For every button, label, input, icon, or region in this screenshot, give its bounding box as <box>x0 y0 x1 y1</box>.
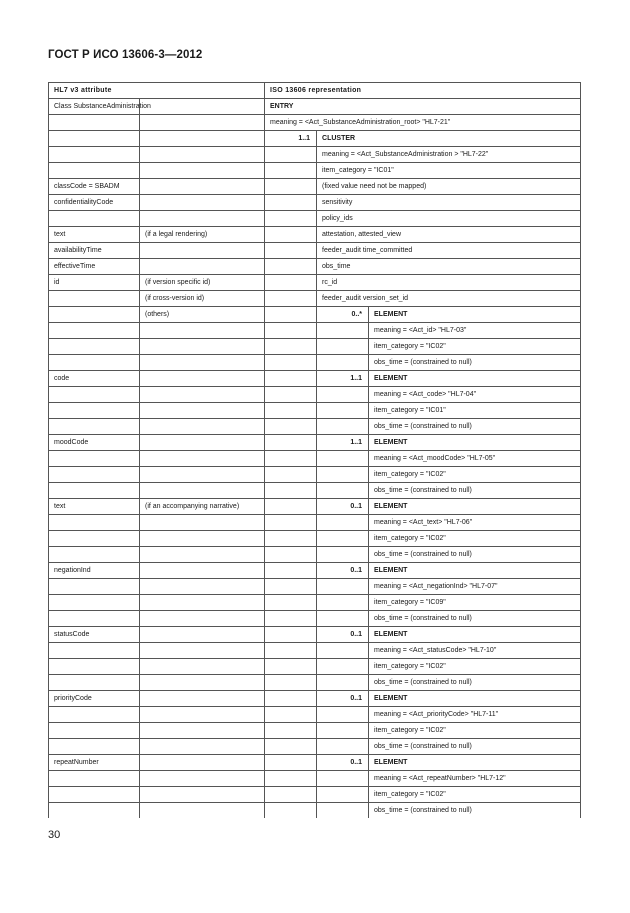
indent-cell <box>265 307 317 323</box>
hl7-qualifier-cell <box>140 387 265 403</box>
iso-representation-cell: attestation, attested_view <box>317 227 581 243</box>
indent-cell <box>265 275 317 291</box>
table-row <box>49 307 581 323</box>
hl7-qualifier-cell <box>140 211 265 227</box>
hl7-qualifier-cell <box>140 643 265 659</box>
iso-representation-cell: sensitivity <box>317 195 581 211</box>
indent-cell <box>265 419 317 435</box>
hl7-qualifier-cell: (others) <box>140 307 265 323</box>
iso-representation-cell: item_category = "IC09" <box>369 595 581 611</box>
indent-cell <box>265 339 317 355</box>
hl7-attribute-cell: classCode = SBADM <box>49 179 140 195</box>
table-row <box>49 387 581 403</box>
hl7-attribute-cell <box>49 307 140 323</box>
iso-class-cell: ELEMENT <box>369 563 581 579</box>
hl7-qualifier-cell <box>140 99 265 115</box>
table-row <box>49 451 581 467</box>
indent-cell <box>317 707 369 723</box>
cardinality-cell: 0..1 <box>317 755 369 771</box>
indent-cell <box>265 371 317 387</box>
hl7-qualifier-cell <box>140 723 265 739</box>
indent-cell <box>265 403 317 419</box>
indent-cell <box>265 787 317 803</box>
hl7-qualifier-cell <box>140 707 265 723</box>
table-row <box>49 547 581 563</box>
table-row <box>49 787 581 803</box>
iso-representation-cell: item_category = "IC02" <box>369 723 581 739</box>
hl7-attribute-cell <box>49 291 140 307</box>
hl7-attribute-cell <box>49 483 140 499</box>
table-row <box>49 371 581 387</box>
table-row <box>49 211 581 227</box>
table-row <box>49 291 581 307</box>
indent-cell <box>317 467 369 483</box>
hl7-attribute-cell <box>49 707 140 723</box>
hl7-qualifier-cell <box>140 579 265 595</box>
table-row <box>49 115 581 131</box>
iso-representation-cell: meaning = <Act_statusCode> "HL7-10" <box>369 643 581 659</box>
indent-cell <box>265 675 317 691</box>
hl7-qualifier-cell <box>140 563 265 579</box>
hl7-qualifier-cell <box>140 323 265 339</box>
hl7-attribute-cell <box>49 339 140 355</box>
table-row <box>49 627 581 643</box>
hl7-qualifier-cell <box>140 131 265 147</box>
hl7-attribute-cell <box>49 611 140 627</box>
hl7-qualifier-cell <box>140 259 265 275</box>
table-row <box>49 595 581 611</box>
hl7-attribute-cell <box>49 163 140 179</box>
table-row <box>49 611 581 627</box>
hl7-qualifier-cell <box>140 355 265 371</box>
hl7-attribute-cell <box>49 355 140 371</box>
indent-cell <box>265 355 317 371</box>
hl7-attribute-cell: repeatNumber <box>49 755 140 771</box>
column-header-iso-representation: ISO 13606 representation <box>265 83 581 99</box>
cardinality-cell: 0..1 <box>317 499 369 515</box>
hl7-qualifier-cell <box>140 691 265 707</box>
table-row <box>49 403 581 419</box>
iso-class-cell: ELEMENT <box>369 691 581 707</box>
indent-cell <box>265 451 317 467</box>
hl7-attribute-cell: availabilityTime <box>49 243 140 259</box>
hl7-attribute-cell <box>49 579 140 595</box>
hl7-attribute-cell: negationInd <box>49 563 140 579</box>
iso-representation-cell: item_category = "IC01" <box>317 163 581 179</box>
hl7-qualifier-cell <box>140 339 265 355</box>
hl7-attribute-cell <box>49 739 140 755</box>
iso-representation-cell: obs_time = (constrained to null) <box>369 803 581 819</box>
hl7-attribute-cell: confidentialityCode <box>49 195 140 211</box>
indent-cell <box>265 611 317 627</box>
hl7-attribute-cell <box>49 771 140 787</box>
table-row <box>49 323 581 339</box>
hl7-qualifier-cell: (if cross-version id) <box>140 291 265 307</box>
indent-cell <box>317 547 369 563</box>
indent-cell <box>317 387 369 403</box>
hl7-attribute-cell <box>49 115 140 131</box>
iso-representation-cell: feeder_audit version_set_id <box>317 291 581 307</box>
indent-cell <box>317 723 369 739</box>
indent-cell <box>317 803 369 819</box>
indent-cell <box>317 675 369 691</box>
cardinality-cell: 1..1 <box>317 371 369 387</box>
hl7-qualifier-cell <box>140 147 265 163</box>
table-row <box>49 659 581 675</box>
indent-cell <box>317 483 369 499</box>
table-row <box>49 803 581 819</box>
table-row <box>49 563 581 579</box>
hl7-qualifier-cell <box>140 115 265 131</box>
table-row <box>49 707 581 723</box>
iso-class-cell: ELEMENT <box>369 499 581 515</box>
table-row <box>49 259 581 275</box>
iso-representation-cell: obs_time <box>317 259 581 275</box>
hl7-qualifier-cell <box>140 451 265 467</box>
hl7-attribute-cell <box>49 675 140 691</box>
iso-representation-cell: item_category = "IC02" <box>369 339 581 355</box>
hl7-attribute-cell <box>49 467 140 483</box>
iso-representation-cell: meaning = <Act_repeatNumber> "HL7-12" <box>369 771 581 787</box>
table-row <box>49 643 581 659</box>
indent-cell <box>265 579 317 595</box>
cardinality-cell: 0..1 <box>317 627 369 643</box>
hl7-qualifier-cell <box>140 403 265 419</box>
hl7-qualifier-cell <box>140 531 265 547</box>
hl7-qualifier-cell <box>140 515 265 531</box>
indent-cell <box>317 403 369 419</box>
indent-cell <box>317 339 369 355</box>
iso-representation-cell: obs_time = (constrained to null) <box>369 675 581 691</box>
iso-representation-cell: rc_id <box>317 275 581 291</box>
iso-representation-cell: obs_time = (constrained to null) <box>369 547 581 563</box>
table-row <box>49 131 581 147</box>
iso-class-cell: ELEMENT <box>369 371 581 387</box>
indent-cell <box>265 163 317 179</box>
hl7-attribute-cell <box>49 403 140 419</box>
hl7-attribute-cell: code <box>49 371 140 387</box>
indent-cell <box>265 723 317 739</box>
hl7-attribute-cell <box>49 531 140 547</box>
hl7-qualifier-cell <box>140 595 265 611</box>
hl7-attribute-cell: text <box>49 499 140 515</box>
indent-cell <box>317 643 369 659</box>
hl7-qualifier-cell <box>140 675 265 691</box>
hl7-qualifier-cell <box>140 371 265 387</box>
indent-cell <box>265 563 317 579</box>
indent-cell <box>265 531 317 547</box>
table-row <box>49 579 581 595</box>
indent-cell <box>317 611 369 627</box>
indent-cell <box>265 755 317 771</box>
indent-cell <box>317 579 369 595</box>
indent-cell <box>317 771 369 787</box>
iso-class-cell: ELEMENT <box>369 435 581 451</box>
iso-representation-cell: meaning = <Act_moodCode> "HL7-05" <box>369 451 581 467</box>
table-row <box>49 483 581 499</box>
hl7-attribute-cell <box>49 515 140 531</box>
iso-representation-cell: meaning = <Act_text> "HL7-06" <box>369 515 581 531</box>
iso-representation-cell: obs_time = (constrained to null) <box>369 355 581 371</box>
hl7-attribute-cell: priorityCode <box>49 691 140 707</box>
hl7-qualifier-cell <box>140 547 265 563</box>
indent-cell <box>265 467 317 483</box>
hl7-qualifier-cell <box>140 755 265 771</box>
table-row <box>49 99 581 115</box>
indent-cell <box>317 531 369 547</box>
indent-cell <box>265 691 317 707</box>
hl7-attribute-cell: text <box>49 227 140 243</box>
indent-cell <box>265 147 317 163</box>
indent-cell <box>317 595 369 611</box>
cardinality-cell: 0..* <box>317 307 369 323</box>
indent-cell <box>317 323 369 339</box>
hl7-attribute-cell: Class SubstanceAdministration <box>49 99 140 115</box>
iso-representation-cell: (fixed value need not be mapped) <box>317 179 581 195</box>
hl7-qualifier-cell <box>140 803 265 819</box>
iso-representation-cell: meaning = <Act_SubstanceAdministration > "HL7-22" <box>317 147 581 163</box>
indent-cell <box>265 595 317 611</box>
iso-representation-cell: obs_time = (constrained to null) <box>369 611 581 627</box>
iso-class-cell: ELEMENT <box>369 627 581 643</box>
indent-cell <box>317 451 369 467</box>
hl7-qualifier-cell <box>140 659 265 675</box>
hl7-qualifier-cell <box>140 771 265 787</box>
iso-representation-cell: meaning = <Act_id> "HL7-03" <box>369 323 581 339</box>
iso-representation-cell: obs_time = (constrained to null) <box>369 419 581 435</box>
hl7-qualifier-cell <box>140 739 265 755</box>
hl7-qualifier-cell <box>140 627 265 643</box>
hl7-qualifier-cell <box>140 435 265 451</box>
iso-class-cell: ELEMENT <box>369 755 581 771</box>
table-row <box>49 531 581 547</box>
indent-cell <box>265 771 317 787</box>
indent-cell <box>317 739 369 755</box>
hl7-attribute-cell <box>49 643 140 659</box>
hl7-attribute-cell <box>49 147 140 163</box>
iso-representation-cell: meaning = <Act_SubstanceAdministration_root> "HL7-21" <box>265 115 581 131</box>
iso-representation-cell: obs_time = (constrained to null) <box>369 739 581 755</box>
hl7-attribute-cell: statusCode <box>49 627 140 643</box>
iso-class-cell: ELEMENT <box>369 307 581 323</box>
indent-cell <box>265 323 317 339</box>
hl7-qualifier-cell: (if an accompanying narrative) <box>140 499 265 515</box>
indent-cell <box>265 739 317 755</box>
hl7-qualifier-cell <box>140 787 265 803</box>
indent-cell <box>265 499 317 515</box>
indent-cell <box>265 195 317 211</box>
document-header: ГОСТ Р ИСО 13606-3—2012 <box>48 49 203 61</box>
iso-representation-cell: item_category = "IC02" <box>369 467 581 483</box>
hl7-attribute-cell <box>49 803 140 819</box>
hl7-qualifier-cell <box>140 163 265 179</box>
table-row <box>49 515 581 531</box>
indent-cell <box>265 483 317 499</box>
indent-cell <box>265 179 317 195</box>
hl7-attribute-cell <box>49 211 140 227</box>
indent-cell <box>317 515 369 531</box>
table-row <box>49 755 581 771</box>
indent-cell <box>265 259 317 275</box>
table-row <box>49 499 581 515</box>
indent-cell <box>265 515 317 531</box>
hl7-attribute-cell <box>49 323 140 339</box>
iso-representation-cell: meaning = <Act_priorityCode> "HL7-11" <box>369 707 581 723</box>
table-row <box>49 179 581 195</box>
page-number: 30 <box>48 829 61 841</box>
iso-representation-cell: item_category = "IC02" <box>369 659 581 675</box>
hl7-qualifier-cell: (if a legal rendering) <box>140 227 265 243</box>
hl7-attribute-cell <box>49 723 140 739</box>
table-row <box>49 243 581 259</box>
indent-cell <box>265 643 317 659</box>
table-row <box>49 739 581 755</box>
table-row <box>49 771 581 787</box>
mapping-table <box>48 82 581 818</box>
table-body <box>49 99 581 819</box>
table-row <box>49 339 581 355</box>
cardinality-cell: 0..1 <box>317 691 369 707</box>
indent-cell <box>317 787 369 803</box>
hl7-attribute-cell <box>49 451 140 467</box>
iso-representation-cell: item_category = "IC01" <box>369 403 581 419</box>
hl7-qualifier-cell <box>140 195 265 211</box>
table-row <box>49 355 581 371</box>
indent-cell <box>265 803 317 819</box>
hl7-attribute-cell: moodCode <box>49 435 140 451</box>
hl7-qualifier-cell <box>140 179 265 195</box>
table-row <box>49 467 581 483</box>
indent-cell <box>265 243 317 259</box>
iso-representation-cell: ENTRY <box>265 99 581 115</box>
hl7-attribute-cell: effectiveTime <box>49 259 140 275</box>
table-header-row <box>49 83 581 99</box>
indent-cell <box>265 707 317 723</box>
indent-cell <box>265 387 317 403</box>
hl7-qualifier-cell <box>140 419 265 435</box>
hl7-qualifier-cell <box>140 467 265 483</box>
indent-cell <box>265 211 317 227</box>
indent-cell <box>265 291 317 307</box>
column-header-hl7-attribute: HL7 v3 attribute <box>49 83 265 99</box>
indent-cell <box>265 627 317 643</box>
iso-representation-cell: meaning = <Act_negationInd> "HL7-07" <box>369 579 581 595</box>
hl7-attribute-cell <box>49 419 140 435</box>
table-row <box>49 419 581 435</box>
table-row <box>49 227 581 243</box>
table-row <box>49 435 581 451</box>
iso-class-cell: CLUSTER <box>317 131 581 147</box>
indent-cell <box>265 547 317 563</box>
table-row <box>49 163 581 179</box>
indent-cell <box>317 355 369 371</box>
hl7-qualifier-cell <box>140 611 265 627</box>
hl7-attribute-cell <box>49 547 140 563</box>
cardinality-cell: 1..1 <box>265 131 317 147</box>
hl7-attribute-cell <box>49 787 140 803</box>
indent-cell <box>317 659 369 675</box>
hl7-qualifier-cell: (if version specific id) <box>140 275 265 291</box>
table-row <box>49 675 581 691</box>
cardinality-cell: 1..1 <box>317 435 369 451</box>
table-row <box>49 691 581 707</box>
hl7-qualifier-cell <box>140 243 265 259</box>
table-row <box>49 195 581 211</box>
iso-representation-cell: item_category = "IC02" <box>369 787 581 803</box>
table-row <box>49 147 581 163</box>
iso-representation-cell: feeder_audit time_committed <box>317 243 581 259</box>
hl7-attribute-cell <box>49 659 140 675</box>
indent-cell <box>317 419 369 435</box>
hl7-attribute-cell <box>49 387 140 403</box>
cardinality-cell: 0..1 <box>317 563 369 579</box>
iso-representation-cell: policy_ids <box>317 211 581 227</box>
table-row <box>49 275 581 291</box>
indent-cell <box>265 435 317 451</box>
hl7-attribute-cell <box>49 131 140 147</box>
hl7-attribute-cell <box>49 595 140 611</box>
iso-representation-cell: item_category = "IC02" <box>369 531 581 547</box>
indent-cell <box>265 659 317 675</box>
iso-representation-cell: obs_time = (constrained to null) <box>369 483 581 499</box>
hl7-qualifier-cell <box>140 483 265 499</box>
table-row <box>49 723 581 739</box>
indent-cell <box>265 227 317 243</box>
hl7-attribute-cell: id <box>49 275 140 291</box>
iso-representation-cell: meaning = <Act_code> "HL7-04" <box>369 387 581 403</box>
